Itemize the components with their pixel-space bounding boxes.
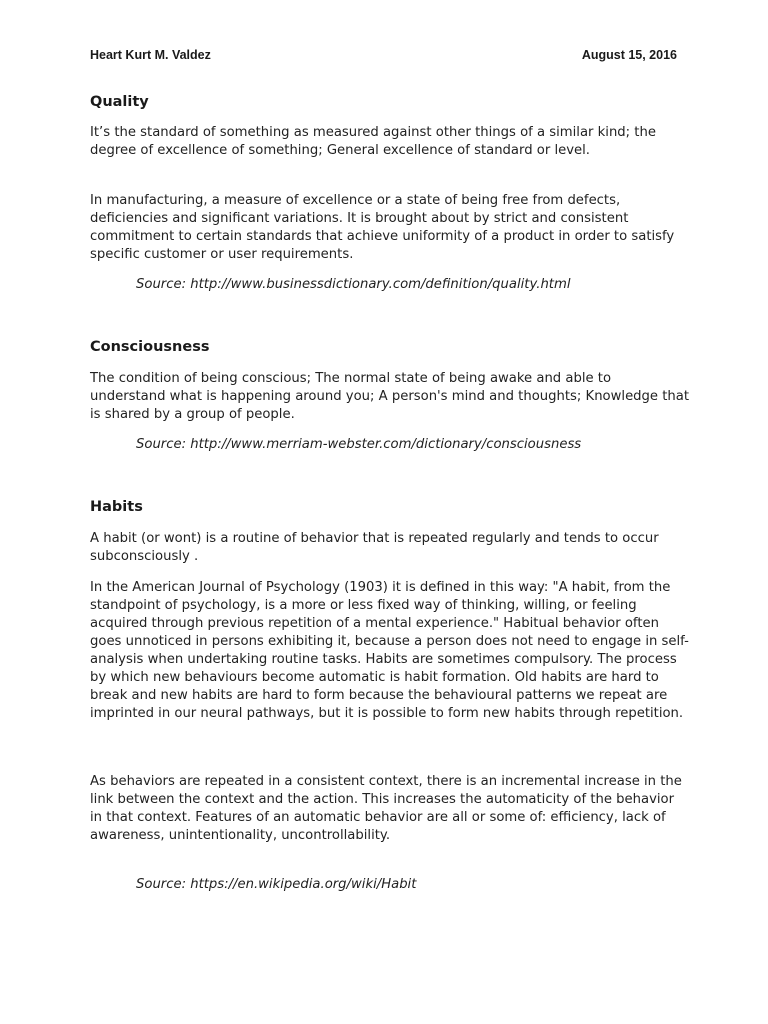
consciousness-paragraph-1: The condition of being conscious; The normal state of being awake and able to understand what is happening around you; A person's mind and thoughts; Knowledge that is shared by a group of people. <box>90 371 690 422</box>
section-heading-consciousness: Consciousness <box>90 339 210 355</box>
document-date: August 15, 2016 <box>581 48 677 62</box>
quality-paragraph-1: It’s the standard of something as measured against other things of a similar kind; the degree of excellence of something; General excellence of standard or level. <box>90 125 656 158</box>
habits-paragraph-3: As behaviors are repeated in a consistent context, there is an incremental increase in the link between the context and the action. This increases the automaticity of the behavior in that context. Features of an automatic behavior are all or some of: efficiency, lack of awareness, unintentionality, uncontrollability. <box>90 774 682 843</box>
section-heading-quality: Quality <box>90 94 149 110</box>
author-name: Heart Kurt M. Valdez <box>90 48 211 62</box>
quality-source: Source: http://www.businessdictionary.com/definition/quality.html <box>136 277 571 292</box>
quality-paragraph-2: In manufacturing, a measure of excellence or a state of being free from defects, deficiencies and significant variations. It is brought about by strict and consistent commitment to certain standards that achieve uniformity of a product in order to satisfy specific customer or user requirements. <box>90 193 675 262</box>
section-heading-habits: Habits <box>90 499 143 515</box>
habits-paragraph-2: In the American Journal of Psychology (1903) it is defined in this way: "A habit, from the standpoint of psychology, is a more or less fixed way of thinking, willing, or feeling acquired through previous repetition of a mental experience." Habitual behavior often goes unnoticed in persons exhibiting it, because a person does not need to engage in self-analysis when undertaking routine tasks. Habits are sometimes compulsory. The process by which new behaviours become automatic is habit formation. Old habits are hard to break and new habits are hard to form because the behavioural patterns we repeat are imprinted in our neural pathways, but it is possible to form new habits through repetition. <box>90 580 689 721</box>
habits-source: Source: https://en.wikipedia.org/wiki/Habit <box>136 877 417 892</box>
consciousness-source: Source: http://www.merriam-webster.com/dictionary/consciousness <box>136 437 582 452</box>
habits-paragraph-1: A habit (or wont) is a routine of behavior that is repeated regularly and tends to occur subconsciously . <box>90 531 659 564</box>
